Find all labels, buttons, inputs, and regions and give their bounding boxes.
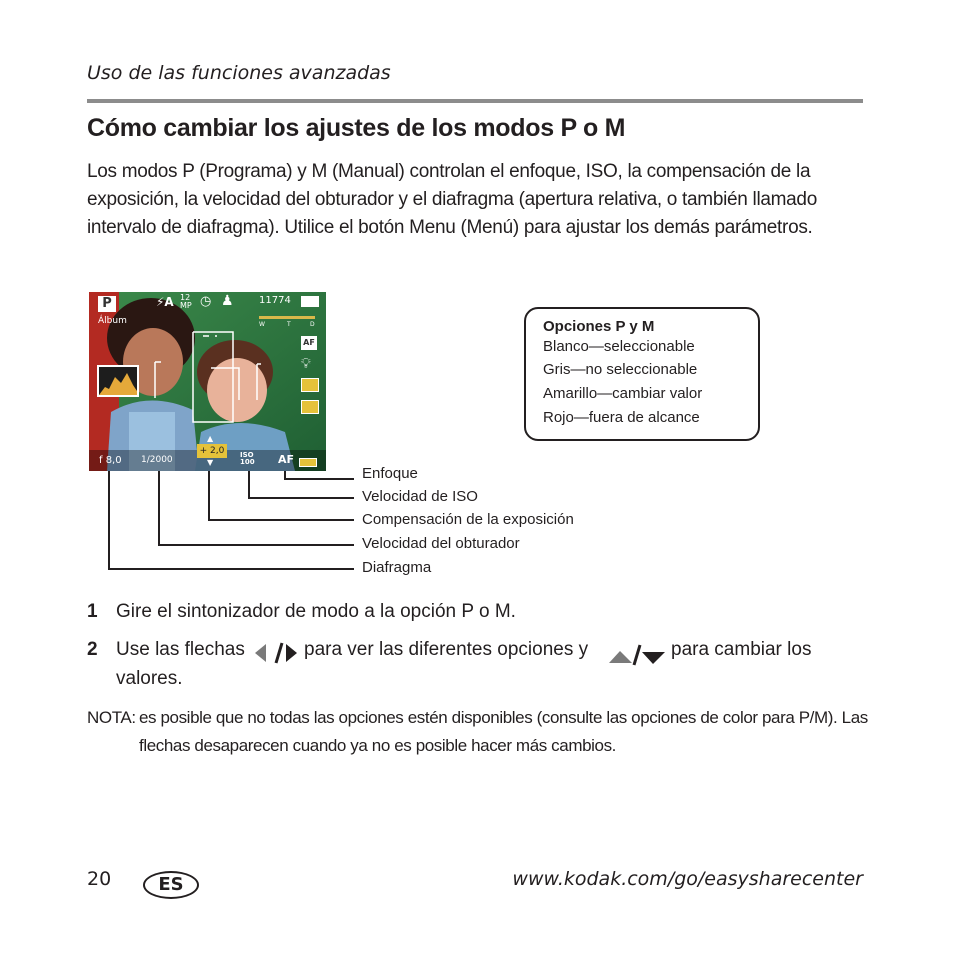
callout-line-shutter: [158, 471, 160, 546]
legend-row: Amarillo—cambiar valor: [543, 385, 703, 402]
mode-badge: P: [98, 296, 116, 312]
language-badge: ES: [143, 871, 199, 899]
zoom-label-t: T: [287, 321, 291, 328]
callout-iso: Velocidad de ISO: [362, 488, 478, 505]
step-text: Gire el sintonizador de modo a la opción P o M.: [116, 601, 516, 622]
white-balance-icon: 💡︎: [301, 356, 311, 372]
callout-aperture: Diafragma: [362, 559, 432, 576]
storage-icon: [301, 296, 319, 307]
step-number: 2: [87, 639, 98, 660]
footer-url: www.kodak.com/go/easysharecenter: [512, 868, 863, 890]
histogram: [97, 365, 139, 397]
picture-size-icon: 12 MP: [180, 293, 192, 310]
camera-lcd-screen: [89, 292, 326, 471]
aperture-value: f 8,0: [99, 455, 122, 466]
left-right-arrows-icon: [253, 641, 299, 665]
picture-count: 11774: [259, 295, 291, 306]
shutter-value: 1/2000: [141, 455, 173, 465]
step-number: 1: [87, 601, 98, 622]
flash-auto-icon: ⚡A: [156, 295, 174, 309]
callout-exposure: Compensación de la exposición: [362, 511, 574, 528]
step-text-before: Use las flechas: [116, 639, 245, 660]
callout-line-focus: [284, 478, 354, 480]
page-title: Cómo cambiar los ajustes de los modos P o M: [87, 114, 626, 142]
callout-line-aperture: [108, 471, 110, 570]
callout-line-iso: [248, 497, 354, 499]
zoom-label-d: D: [310, 321, 315, 328]
exposure-up-arrow: ▲: [207, 434, 214, 443]
legend-row: Rojo—fuera de alcance: [543, 409, 700, 426]
page-number: 20: [87, 868, 112, 890]
zoom-bar: [259, 316, 315, 319]
battery-icon: [299, 458, 317, 467]
legend-title: Opciones P y M: [543, 318, 655, 335]
callout-focus: Enfoque: [362, 465, 418, 482]
callout-line-exposure: [208, 519, 354, 521]
color-mode-icon: [301, 378, 319, 392]
album-label: Álbum: [98, 316, 127, 326]
options-legend: [524, 307, 760, 441]
legend-row: Gris—no seleccionable: [543, 361, 698, 378]
header-rule: [87, 99, 863, 103]
exposure-comp-value: + 2,0: [197, 444, 227, 458]
callout-line-shutter: [158, 544, 354, 546]
note-text: es posible que no todas las opciones estén disponibles (consulte las opciones de color para P/M). Las flechas desaparecen cuando ya no es posible hacer más cambios.: [139, 708, 868, 755]
callout-line-exposure: [208, 471, 210, 521]
legend-row: Blanco—seleccionable: [543, 338, 695, 355]
callout-line-iso: [248, 471, 250, 499]
note-label: NOTA:: [87, 708, 136, 727]
metering-icon: [301, 400, 319, 414]
self-timer-icon: ◷: [200, 294, 212, 309]
portrait-icon: ♟: [221, 293, 234, 309]
intro-paragraph: Los modos P (Programa) y M (Manual) controlan el enfoque, ISO, la compensación de la exposición, la velocidad del obturador y el diafragma (apertura relativa, o también llamado intervalo de diafragma). Utilice el botón Menu (Menú) para ajustar los demás parámetros.: [87, 161, 817, 238]
iso-value: ISO 100: [240, 451, 255, 466]
step-text-line2: valores.: [116, 668, 183, 689]
af-mode-icon: AF: [301, 336, 317, 350]
section-header: Uso de las funciones avanzadas: [87, 62, 391, 84]
callout-shutter: Velocidad del obturador: [362, 535, 520, 552]
callout-line-aperture: [108, 568, 354, 570]
zoom-label-w: W: [259, 321, 265, 328]
step-text-middle: para ver las diferentes opciones y: [304, 639, 589, 660]
up-down-arrows-icon: [607, 643, 667, 667]
focus-value: AF: [278, 453, 295, 466]
step-text-after: para cambiar los: [671, 639, 812, 660]
exposure-down-arrow: ▼: [207, 458, 214, 467]
